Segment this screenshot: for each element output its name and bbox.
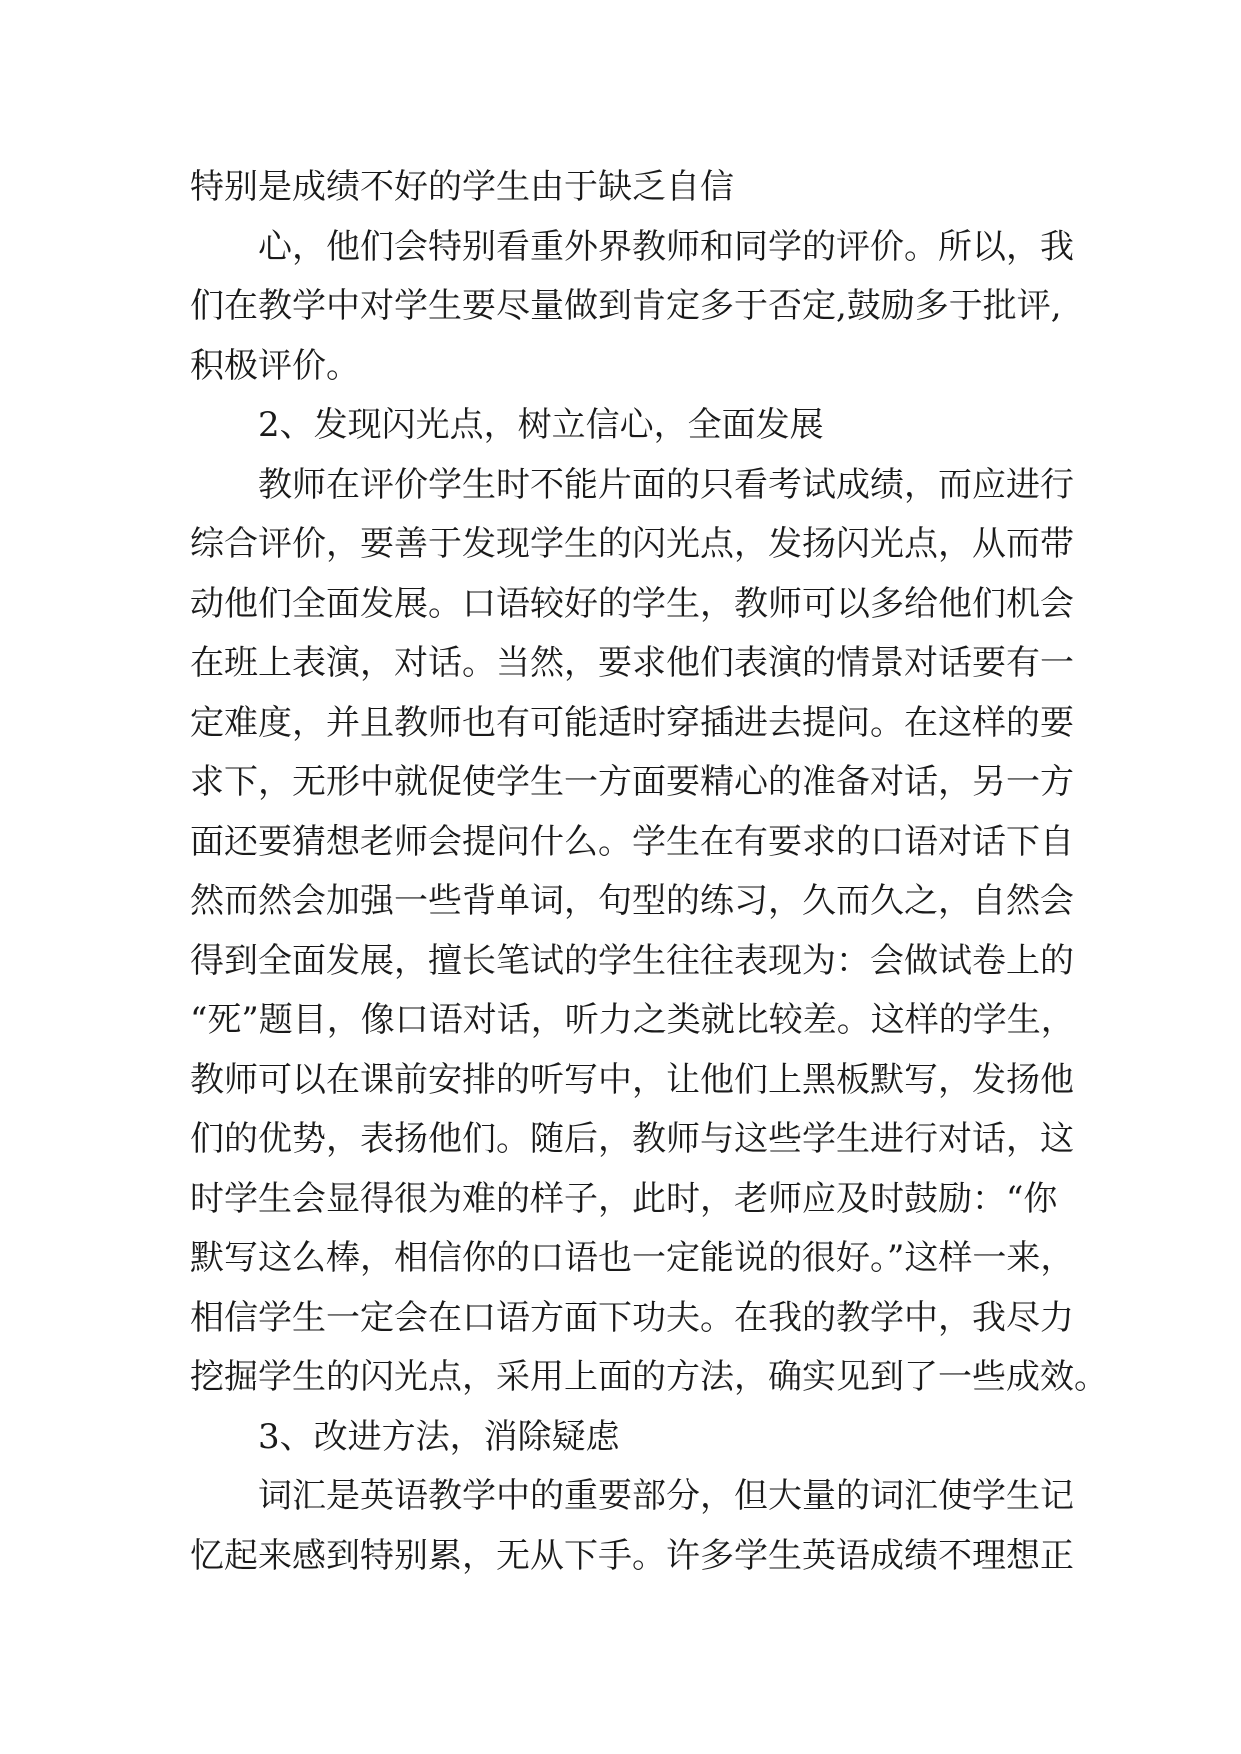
text-line: 忆起来感到特别累，无从下手。许多学生英语成绩不理想正 [190, 1535, 1074, 1576]
text-line: 综合评价，要善于发现学生的闪光点，发扬闪光点，从而带 [190, 524, 1074, 564]
text-line: 求下，无形中就促使学生一方面要精心的准备对话，另一方 [190, 762, 1074, 802]
text-line: 挖掘学生的闪光点，采用上面的方法，确实见到了一些成效。 [190, 1357, 1108, 1397]
text-line: “死”题目，像口语对话，听力之类就比较差。这样的学生， [190, 1000, 1075, 1040]
text-line: 然而然会加强一些背单词，句型的练习，久而久之，自然会 [190, 881, 1074, 921]
paragraph-start-line: 心，他们会特别看重外界教师和同学的评价。所以，我 [258, 226, 1074, 267]
text-line: 动他们全面发展。口语较好的学生，教师可以多给他们机会 [190, 583, 1074, 624]
section-heading-3: 3、改进方法，消除疑虑 [258, 1416, 620, 1457]
text-line: 教师可以在课前安排的听写中，让他们上黑板默写，发扬他 [190, 1059, 1074, 1100]
text-line: 得到全面发展，擅长笔试的学生往往表现为：会做试卷上的 [190, 940, 1074, 981]
body-text [190, 158, 1108, 1586]
text-line: 面还要猜想老师会提问什么。学生在有要求的口语对话下自 [190, 821, 1074, 862]
text-line: 们的优势，表扬他们。随后，教师与这些学生进行对话，这 [190, 1119, 1074, 1159]
section-heading-2: 2、发现闪光点，树立信心，全面发展 [258, 405, 824, 445]
text-line: 们在教学中对学生要尽量做到肯定多于否定,鼓励多于批评, [190, 286, 1062, 326]
text-line: 特别是成绩不好的学生由于缺乏自信 [190, 167, 734, 207]
text-line: 时学生会显得很为难的样子，此时，老师应及时鼓励：“你 [190, 1178, 1058, 1219]
text-line: 默写这么棒，相信你的口语也一定能说的很好。”这样一来， [190, 1238, 1075, 1278]
text-line: 相信学生一定会在口语方面下功夫。在我的教学中，我尽力 [190, 1297, 1074, 1338]
paragraph-start-line: 词汇是英语教学中的重要部分，但大量的词汇使学生记 [258, 1476, 1074, 1516]
text-line: 定难度，并且教师也有可能适时穿插进去提问。在这样的要 [190, 702, 1074, 743]
paragraph-start-line: 教师在评价学生时不能片面的只看考试成绩，而应进行 [258, 464, 1074, 505]
text-line: 在班上表演，对话。当然，要求他们表演的情景对话要有一 [190, 643, 1074, 683]
text-line: 积极评价。 [190, 345, 360, 386]
